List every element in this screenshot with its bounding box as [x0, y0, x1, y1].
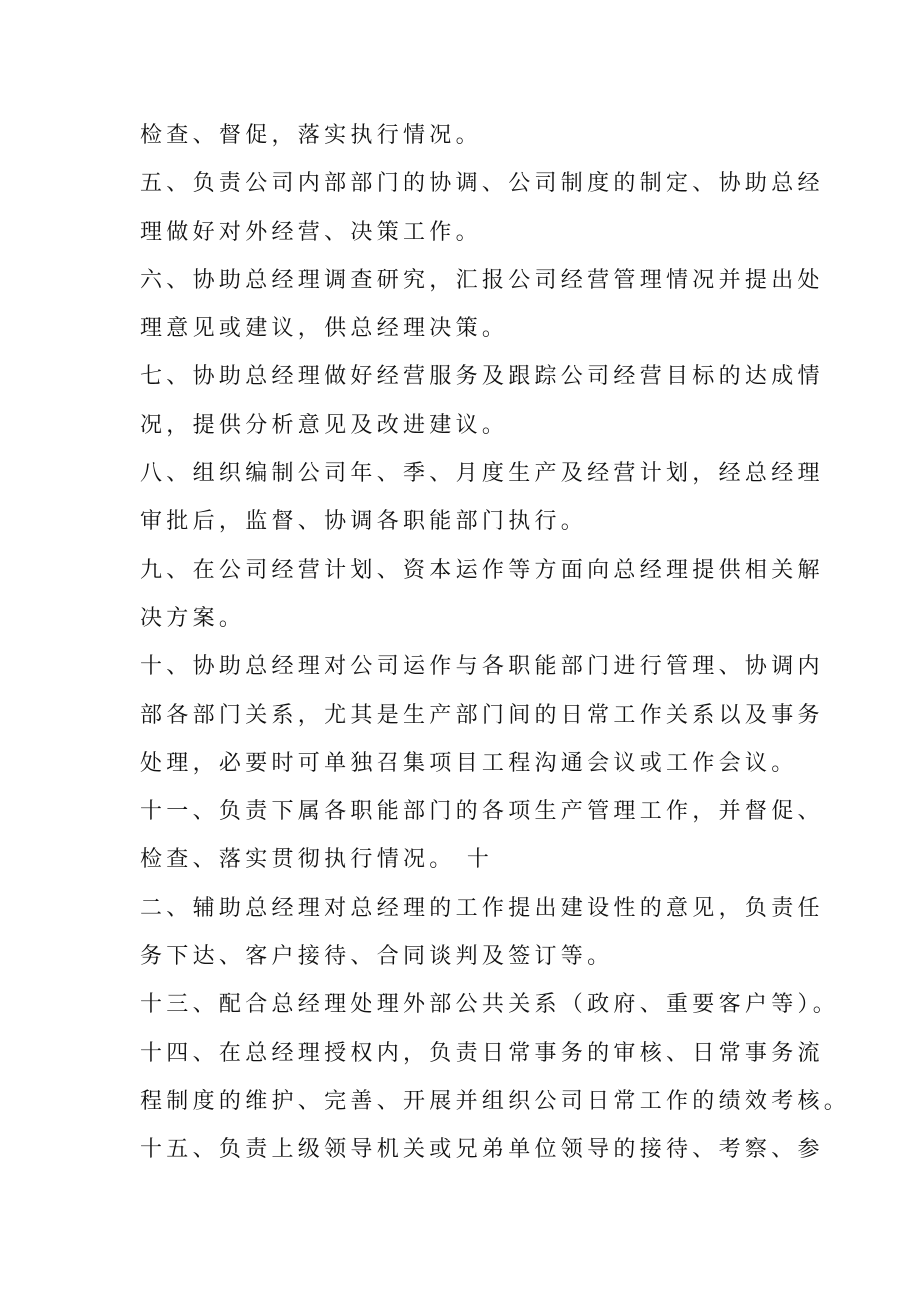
- text-line: 决方案。: [140, 605, 246, 631]
- text-line: 十三、配合总经理处理外部公共关系（政府、重要客户等）。: [140, 992, 840, 1018]
- text-line: 十一、负责下属各职能部门的各项生产管理工作，并督促、: [140, 799, 824, 825]
- text-line: 十四、在总经理授权内，负责日常事务的审核、日常事务流: [140, 1040, 824, 1066]
- text-line: 务下达、客户接待、合同谈判及签订等。: [140, 944, 614, 970]
- text-line: 况，提供分析意见及改进建议。: [140, 412, 509, 438]
- text-line: 九、在公司经营计划、资本运作等方面向总经理提供相关解: [140, 557, 824, 583]
- text-line: 五、负责公司内部部门的协调、公司制度的制定、协助总经: [140, 171, 824, 197]
- text-line: 理做好对外经营、决策工作。: [140, 219, 482, 245]
- text-line: 七、协助总经理做好经营服务及跟踪公司经营目标的达成情: [140, 364, 824, 390]
- text-line: 八、组织编制公司年、季、月度生产及经营计划，经总经理: [140, 461, 824, 487]
- text-line: 二、辅助总经理对总经理的工作提出建设性的意见，负责任: [140, 895, 824, 921]
- text-line: 检查、落实贯彻执行情况。 十: [140, 847, 494, 873]
- text-line: 检查、督促，落实执行情况。: [140, 123, 482, 148]
- text-line: 六、协助总经理调查研究，汇报公司经营管理情况并提出处: [140, 267, 824, 293]
- body-text: [140, 112, 851, 1175]
- text-line: 审批后，监督、协调各职能部门执行。: [140, 509, 588, 535]
- text-line: 理意见或建议，供总经理决策。: [140, 316, 509, 342]
- text-line: 程制度的维护、完善、开展并组织公司日常工作的绩效考核。: [140, 1088, 851, 1114]
- text-line: 处理，必要时可单独召集项目工程沟通会议或工作会议。: [140, 750, 798, 776]
- text-line: 十五、负责上级领导机关或兄弟单位领导的接待、考察、参: [140, 1137, 824, 1163]
- text-line: 部各部门关系，尤其是生产部门间的日常工作关系以及事务: [140, 702, 824, 728]
- text-line: 十、协助总经理对公司运作与各职能部门进行管理、协调内: [140, 654, 824, 680]
